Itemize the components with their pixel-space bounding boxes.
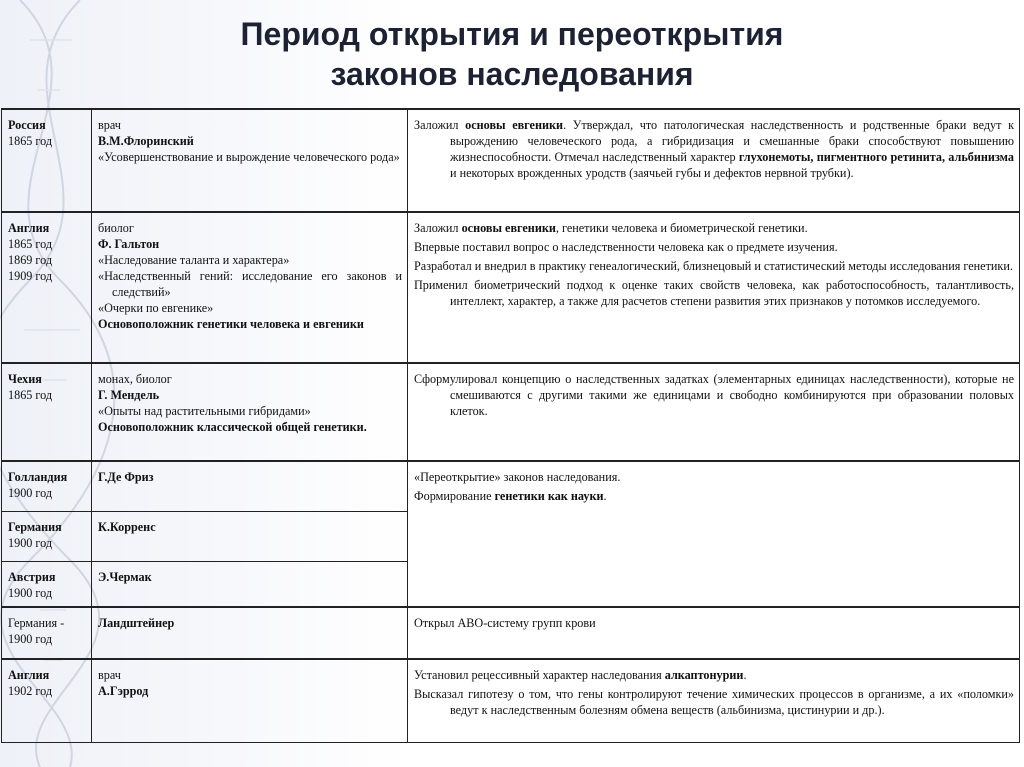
description-paragraph: [414, 117, 1014, 181]
table-row: [2, 363, 1020, 461]
text: Установил рецессивный характер наследования: [414, 668, 665, 682]
description-paragraph: Применил биометрический подход к оценке таких свойств человека, как работоспособность, талантливость, интеллект, характер, а также для расчетов степени развития этих признаков у потомков исследуемого.: [414, 278, 1014, 308]
year: 1900 год: [8, 486, 53, 500]
country-name: Австрия: [8, 569, 56, 584]
scientist-name: Ф. Гальтон: [98, 237, 160, 251]
description-cell: [408, 607, 1020, 659]
bold-term: основы евгеники: [461, 221, 556, 235]
text: Заложил: [414, 118, 466, 132]
table-row: [2, 109, 1020, 212]
scientist-cell: [92, 511, 408, 561]
scientist-cell: [92, 461, 408, 511]
scientist-cell: [92, 212, 408, 363]
description-paragraph: Высказал гипотезу о том, что гены контролируют течение химических процессов в организме, а их «поломки» ведут к наследственным болезням обмена веществ (альбинизма, цистинурии и др.).: [414, 687, 1014, 717]
founder-note: Основоположник классической общей генетики.: [98, 420, 367, 434]
description-cell: [408, 659, 1020, 742]
text: .: [743, 668, 747, 682]
scientist-name: Ландштейнер: [98, 616, 175, 630]
description-paragraph: Впервые поставил вопрос о наследственности человека как о предмете изучения.: [414, 240, 838, 254]
scientist-name: Г.Де Фриз: [98, 470, 154, 484]
description-cell: [408, 212, 1020, 363]
text: Формирование: [414, 489, 495, 503]
country-cell: [2, 659, 92, 742]
description-paragraph: Сформулировал концепцию о наследственных задатках (элементарных единицах наследственности), которые не смешиваются с другими такими же единицами и свободно комбинируются при образовании половых клеток.: [414, 372, 1014, 418]
founder-note: Основоположник генетики человека и евгеники: [98, 317, 364, 331]
country-cell: [2, 363, 92, 461]
work-title: «Опыты над растительными гибридами»: [98, 404, 311, 418]
bold-term: алкаптонурии: [664, 668, 744, 682]
country-name: Германия -: [8, 616, 65, 630]
description-cell: [408, 461, 1020, 607]
year: 1902 год: [8, 684, 53, 698]
scientist-cell: [92, 109, 408, 212]
scientist-role: монах, биолог: [98, 372, 172, 386]
year: 1865 год: [8, 388, 53, 402]
country-name: Чехия: [8, 372, 42, 386]
description-paragraph: Открыл АВО-систему групп крови: [414, 616, 596, 630]
country-cell: [2, 212, 92, 363]
year: 1900 год: [8, 535, 53, 550]
scientist-cell: [92, 561, 408, 607]
scientist-cell: [92, 363, 408, 461]
scientist-name: Г. Мендель: [98, 388, 160, 402]
country-name: Голландия: [8, 470, 68, 484]
table-row: [2, 461, 1020, 511]
scientist-name: А.Гэррод: [98, 684, 149, 698]
title-line-1: Период открытия и переоткрытия: [240, 16, 784, 52]
year: 1900 год: [8, 585, 53, 600]
year: 1865 год: [8, 134, 53, 148]
year: 1865 год: [8, 237, 53, 251]
bold-term: основы евгеники: [465, 118, 564, 132]
work-title: «Наследственный гений: исследование его законов и следствий»: [98, 269, 402, 299]
description-paragraph: [414, 488, 1014, 504]
work-title: «Наследование таланта и характера»: [98, 253, 290, 267]
year: 1909 год: [8, 269, 53, 283]
description-paragraph: [414, 220, 1014, 236]
scientist-name: К.Корренс: [98, 519, 156, 534]
scientist-cell: [92, 607, 408, 659]
text: . Утверждал, что патологическая наследственность и родственные браки ведут к вырождению человеческого рода, а гибридизация и смешанные браки способствуют повышению жизнеспособности. Отмечал наследственный характер: [450, 118, 1015, 164]
scientist-cell: [92, 659, 408, 742]
year: 1869 год: [8, 253, 53, 267]
description-cell: [408, 109, 1020, 212]
text: Заложил: [414, 221, 462, 235]
country-cell: [2, 561, 92, 607]
country-name: Россия: [8, 118, 46, 132]
history-table: [1, 108, 1020, 743]
title-line-2: законов наследования: [330, 56, 694, 92]
country-cell: [2, 511, 92, 561]
scientist-role: врач: [98, 118, 121, 132]
description-paragraph: Разработал и внедрил в практику генеалогический, близнецовый и статистический методы исследования генетики.: [414, 259, 1013, 273]
scientist-name: Э.Чермак: [98, 569, 152, 584]
table-row: [2, 607, 1020, 659]
work-title: «Усовершенствование и вырождение человеческого рода»: [98, 150, 400, 164]
scientist-role: биолог: [98, 221, 134, 235]
scientist-role: врач: [98, 668, 121, 682]
description-paragraph: [414, 667, 1014, 683]
description-paragraph: «Переоткрытие» законов наследования.: [414, 470, 621, 484]
country-cell: [2, 109, 92, 212]
country-name: Германия: [8, 519, 62, 534]
scientist-name: В.М.Флоринский: [98, 134, 194, 148]
page-title: [0, 14, 1024, 94]
country-name: Англия: [8, 221, 50, 235]
bold-term: генетики как науки: [494, 489, 604, 503]
bold-term: глухонемоты, пигментного ретинита, альбинизма: [738, 150, 1014, 164]
table-row: [2, 212, 1020, 363]
text: , генетики человека и биометрической генетики.: [555, 221, 808, 235]
description-cell: [408, 363, 1020, 461]
country-name: Англия: [8, 668, 50, 682]
table-row: [2, 659, 1020, 742]
country-cell: [2, 461, 92, 511]
text: .: [603, 489, 607, 503]
text: и некоторых врожденных уродств (заячьей губы и дефектов нервной трубки).: [450, 166, 854, 180]
country-cell: [2, 607, 92, 659]
year: 1900 год: [8, 632, 53, 646]
work-title: «Очерки по евгенике»: [98, 301, 214, 315]
